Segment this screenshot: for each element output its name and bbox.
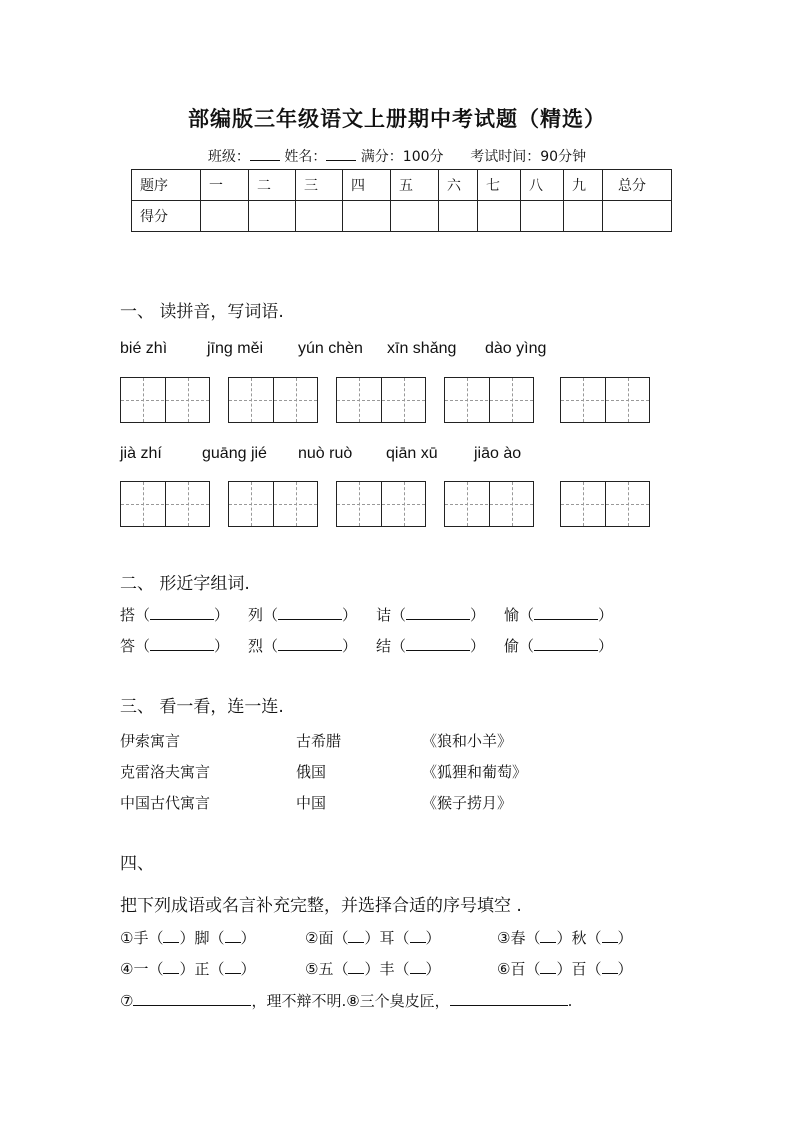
section-3-heading: 三、 看一看，连一连. (120, 697, 284, 717)
word-item: 答（ ） (120, 637, 230, 655)
section-4-instruction: 把下列成语或名言补充完整，并选择合适的序号填空 . (120, 896, 522, 916)
char: 答 (120, 637, 136, 655)
writing-grid[interactable] (444, 377, 534, 423)
writing-grid[interactable] (560, 377, 650, 423)
section-1-heading: 一、 读拼音，写词语. (120, 302, 284, 322)
idiom-text: 秋 (571, 929, 587, 947)
score-cell[interactable] (201, 201, 249, 232)
table-cell: 二 (249, 170, 296, 201)
answer-blank[interactable] (534, 636, 598, 651)
table-cell: 得分 (132, 201, 201, 232)
section-2-heading: 二、 形近字组词. (120, 574, 250, 594)
writing-grid[interactable] (120, 481, 210, 527)
score-cell[interactable] (391, 201, 439, 232)
score-cell[interactable] (249, 201, 296, 232)
pinyin-label: jià zhí (120, 445, 162, 462)
idiom-text: ④一 (120, 960, 149, 978)
char: 列 (248, 606, 264, 624)
writing-grid[interactable] (336, 377, 426, 423)
char: 愉 (504, 606, 520, 624)
answer-blank[interactable] (602, 961, 618, 974)
idiom-text: ①手 (120, 929, 149, 947)
word-item: 结（ ） (376, 637, 486, 655)
idiom-item: ④一（ ）正（ ） (120, 960, 256, 978)
char: 搭 (120, 606, 136, 624)
match-item[interactable]: 克雷洛夫寓言 (120, 763, 211, 781)
word-item: 愉（ ） (504, 606, 614, 624)
idiom-text: ⑥百 (497, 960, 526, 978)
score-table-score-row (132, 201, 672, 232)
idiom-item: ⑥百（ ）百（ ） (497, 960, 633, 978)
quote-text: ，理不辩不明.⑧三个臭皮匠， (251, 992, 450, 1010)
score-cell[interactable] (603, 201, 672, 232)
answer-blank[interactable] (348, 930, 364, 943)
table-cell: 七 (478, 170, 521, 201)
name-label: 姓名： (284, 149, 327, 165)
pinyin-label: bié zhì (120, 340, 168, 357)
idiom-text: 正 (194, 960, 210, 978)
idiom-text: 脚 (194, 929, 210, 947)
char: 烈 (248, 637, 264, 655)
char: 诘 (376, 606, 392, 624)
pinyin-label: jīng měi (207, 340, 264, 357)
idiom-item: ③春（ ）秋（ ） (497, 929, 633, 947)
pinyin-label: nuò ruò (298, 445, 353, 462)
answer-blank[interactable] (278, 636, 342, 651)
char: 偷 (504, 637, 520, 655)
word-item: 烈（ ） (248, 637, 358, 655)
answer-blank[interactable] (602, 930, 618, 943)
answer-blank[interactable] (348, 961, 364, 974)
idiom-text: 百 (571, 960, 587, 978)
answer-blank[interactable] (133, 991, 251, 1006)
quote-end: . (567, 992, 573, 1010)
word-item: 偷（ ） (504, 637, 614, 655)
word-item: 列（ ） (248, 606, 358, 624)
answer-blank[interactable] (410, 961, 426, 974)
match-item[interactable]: 古希腊 (296, 732, 342, 750)
answer-blank[interactable] (406, 605, 470, 620)
idiom-text: ③春 (497, 929, 526, 947)
score-table (131, 169, 672, 232)
answer-blank[interactable] (150, 605, 214, 620)
idiom-text: 丰 (379, 960, 395, 978)
word-item: 诘（ ） (376, 606, 486, 624)
exam-info (0, 146, 794, 166)
answer-blank[interactable] (540, 961, 556, 974)
match-item[interactable]: 伊索寓言 (120, 732, 181, 750)
score-cell[interactable] (439, 201, 478, 232)
writing-grid[interactable] (228, 377, 318, 423)
table-cell: 五 (391, 170, 439, 201)
idiom-text: ⑤五 (305, 960, 334, 978)
score-cell[interactable] (478, 201, 521, 232)
table-cell: 四 (343, 170, 391, 201)
writing-grid[interactable] (228, 481, 318, 527)
full-score: 满分：100分 (360, 149, 444, 165)
answer-blank[interactable] (534, 605, 598, 620)
writing-grid[interactable] (444, 481, 534, 527)
match-item[interactable]: 《狐狸和葡萄》 (422, 763, 528, 781)
idiom-text: 耳 (379, 929, 395, 947)
idiom-item: ⑤五（ ）丰（ ） (305, 960, 441, 978)
match-item[interactable]: 中国古代寓言 (120, 794, 211, 812)
section-4-heading: 四、 (120, 854, 154, 874)
match-item[interactable]: 俄国 (296, 763, 327, 781)
match-item[interactable]: 中国 (296, 794, 327, 812)
pinyin-label: yún chèn (298, 340, 363, 357)
score-table-header-row (132, 170, 672, 201)
match-item[interactable]: 《猴子捞月》 (422, 794, 513, 812)
answer-blank[interactable] (163, 930, 179, 943)
answer-blank[interactable] (225, 930, 241, 943)
table-cell: 九 (564, 170, 603, 201)
score-cell[interactable] (343, 201, 391, 232)
table-cell: 三 (296, 170, 343, 201)
answer-blank[interactable] (278, 605, 342, 620)
answer-blank[interactable] (150, 636, 214, 651)
quote-number: ⑦ (120, 992, 134, 1010)
exam-time: 考试时间：90分钟 (470, 149, 587, 165)
idiom-text: ②面 (305, 929, 334, 947)
score-cell[interactable] (521, 201, 564, 232)
match-item[interactable]: 《狼和小羊》 (422, 732, 513, 750)
idiom-item: ①手（ ）脚（ ） (120, 929, 256, 947)
table-cell: 一 (201, 170, 249, 201)
table-cell: 题序 (132, 170, 201, 201)
answer-blank[interactable] (410, 930, 426, 943)
pinyin-label: dào yìng (485, 340, 547, 357)
writing-grid[interactable] (560, 481, 650, 527)
writing-grid[interactable] (120, 377, 210, 423)
class-blank[interactable] (250, 146, 280, 161)
score-cell[interactable] (564, 201, 603, 232)
name-blank[interactable] (326, 146, 356, 161)
class-label: 班级： (207, 149, 250, 165)
idiom-item: ②面（ ）耳（ ） (305, 929, 441, 947)
pinyin-label: jiāo ào (474, 445, 522, 462)
table-cell: 八 (521, 170, 564, 201)
score-cell[interactable] (296, 201, 343, 232)
char: 结 (376, 637, 392, 655)
pinyin-label: qiān xū (386, 445, 438, 462)
answer-blank[interactable] (450, 991, 568, 1006)
pinyin-label: guāng jié (202, 445, 267, 462)
page-title: 部编版三年级语文上册期中考试题（精选） (188, 107, 606, 131)
answer-blank[interactable] (540, 930, 556, 943)
quote-line (120, 990, 572, 1011)
table-cell: 总分 (603, 170, 672, 201)
word-item: 搭（ ） (120, 606, 230, 624)
writing-grid[interactable] (336, 481, 426, 527)
pinyin-label: xīn shǎng (387, 340, 457, 357)
table-cell: 六 (439, 170, 478, 201)
answer-blank[interactable] (406, 636, 470, 651)
answer-blank[interactable] (225, 961, 241, 974)
answer-blank[interactable] (163, 961, 179, 974)
